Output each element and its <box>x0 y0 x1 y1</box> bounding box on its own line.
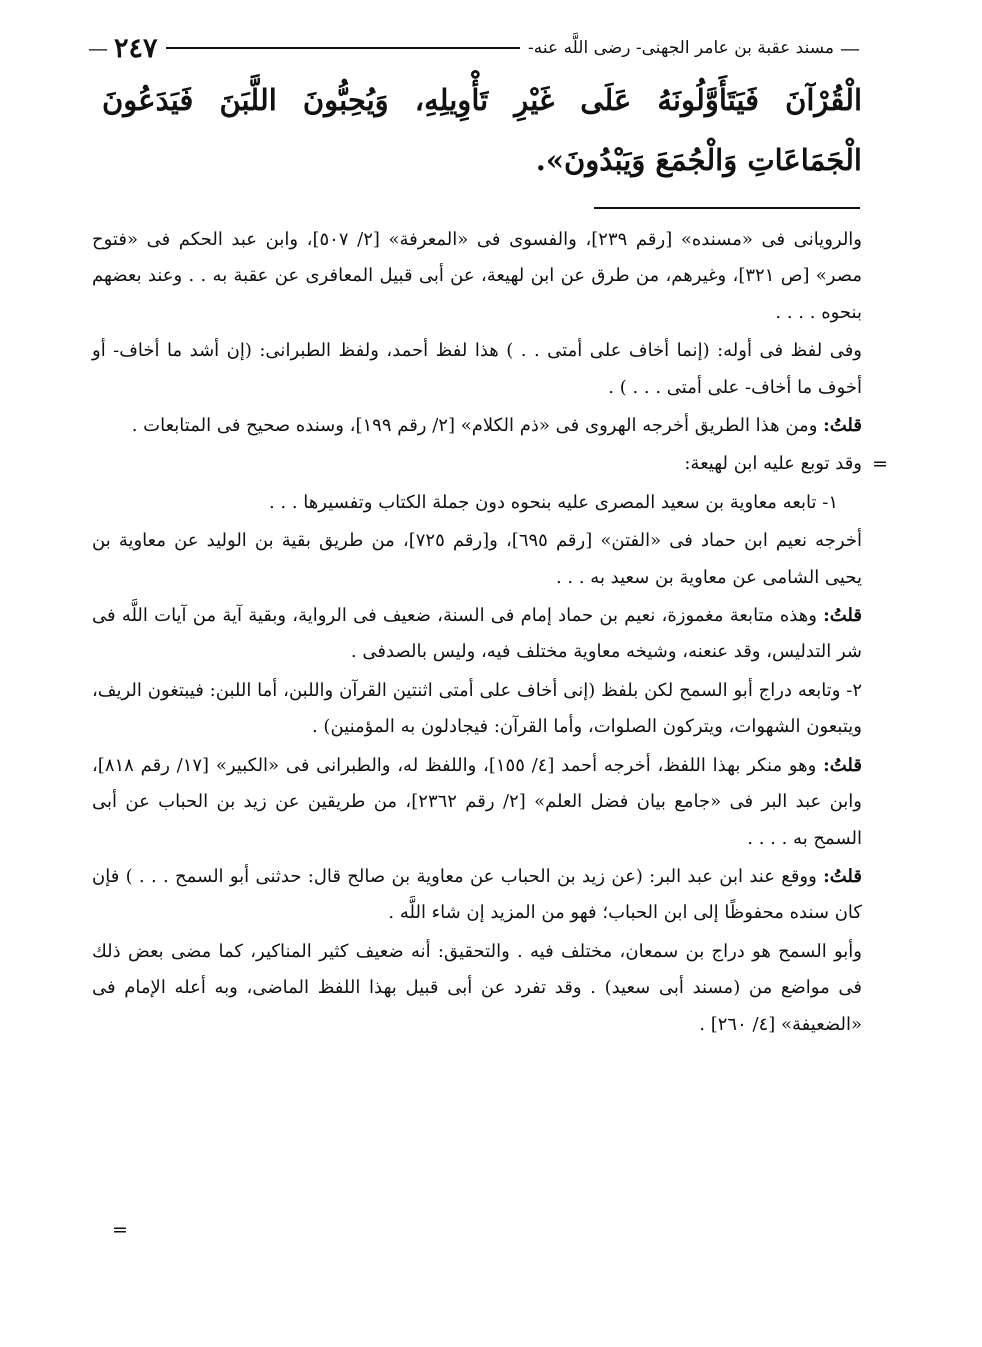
footnote-paragraph <box>92 748 862 857</box>
paragraph-text: والرويانى فى «مسنده» [رقم ٢٣٩]، والفسوى فى «المعرفة» [٢/ ٥٠٧]، وابن عبد الحكم فى «فتوح مصر» [ص ٣٢١]، وغيرهم، من طرق عن ابن لهيعة، عن أبى قبيل المعافرى عن عقبة به . . وعند بعضهم بنحوه . . . . <box>92 229 862 323</box>
footnote-paragraph <box>92 446 862 482</box>
header-rule <box>166 47 521 49</box>
header-dash-end: — <box>88 36 108 60</box>
header-dash: — <box>840 36 860 60</box>
footnote-paragraph <box>92 333 862 406</box>
footnotes <box>92 222 888 1045</box>
paragraph-text: وهو منكر بهذا اللفظ، أخرجه أحمد [٤/ ١٥٥]، واللفظ له، والطبرانى فى «الكبير» [١٧/ رقم ٨١٨]، وابن عبد البر فى «جامع بيان فضل العلم» [٢/ رقم ٢٣٦٢]، من طريقين عن زيد بن الحباب عن أبى السمح به . . . . <box>92 754 863 849</box>
running-title: مسند عقبة بن عامر الجهنى- رضى اللَّه عنه- <box>528 38 834 58</box>
footnote-paragraph <box>92 859 862 932</box>
qultu-label: قلتُ: <box>823 605 862 627</box>
paragraph-text: ومن هذا الطريق أخرجه الهروى فى «ذم الكلام» [٢/ رقم ١٩٩]، وسنده صحيح فى المتابعات . <box>131 415 824 437</box>
footnote-paragraph <box>92 222 862 331</box>
qultu-label: قلتُ: <box>823 754 862 776</box>
footnote-paragraph <box>92 408 862 444</box>
running-header <box>88 28 860 68</box>
continuation-mark: = <box>872 453 888 475</box>
footnote-paragraph <box>92 523 862 596</box>
paragraph-text: ووقع عند ابن عبد البر: (عن زيد بن الحباب عن معاوية بن صالح قال: حدثنى أبو السمح . . . ) فإن كان سنده محفوظًا إلى ابن الحباب؛ فهو من المزيد إن شاء اللَّه . <box>92 865 862 924</box>
paragraph-text: ٢- وتابعه دراج أبو السمح لكن بلفظ (إنى أخاف على أمتى اثنتين القرآن واللبن، أما اللبن: فيبتغون الريف، ويتبعون الشهوات، ويتركون الصلوات، وأما القرآن: فيجادلون به المؤمنين) . <box>92 679 862 738</box>
qultu-label: قلتُ: <box>823 415 862 437</box>
paragraph-text: ١- تابعه معاوية بن سعيد المصرى عليه بنحوه دون جملة الكتاب وتفسيرها . . . <box>268 491 838 513</box>
footnote-paragraph <box>92 598 862 671</box>
page-number: ٢٤٧ <box>114 32 158 64</box>
footnote-paragraph <box>92 673 862 746</box>
qultu-label: قلتُ: <box>823 865 862 887</box>
paragraph-text: وقد توبع عليه ابن لهيعة: <box>684 453 862 475</box>
footnote-paragraph <box>92 485 862 521</box>
paragraph-text: وأبو السمح هو دراج بن سمعان، مختلف فيه . والتحقيق: أنه ضعيف كثير المناكير، كما مضى بعض ذلك فى مواضع من (مسند أبى سعيد) . وقد تفرد عن أبى قبيل بهذا اللفظ الماضى، وبه أعله الإمام فى «الضعيفة» [٤/ ٢٦٠] . <box>92 940 862 1035</box>
main-hadith-text: الْقُرْآنَ فَيَتَأَوَّلُونَهُ عَلَى غَيْرِ تَأْوِيلِهِ، وَيُحِبُّونَ اللَّبَنَ فَيَدَعُونَ الْجَمَاعَاتِ وَالْجُمَعَ وَيَبْدُونَ». <box>102 83 862 177</box>
footnote-separator <box>594 207 860 209</box>
footnote-paragraph <box>92 934 862 1043</box>
paragraph-text: أخرجه نعيم ابن حماد فى «الفتن» [رقم ٦٩٥]، و[رقم ٧٢٥]، من طريق بقية بن الوليد عن معاوية بن يحيى الشامى عن معاوية بن سعيد به . . . <box>92 530 862 588</box>
paragraph-text: وهذه متابعة مغموزة، نعيم بن حماد إمام فى السنة، ضعيف فى الرواية، وبقية آية من آيات اللَّه فى شر التدليس، وقد عنعنه، وشيخه معاوية مختلف فيه، وليس بالصدفى . <box>92 605 862 663</box>
paragraph-text: وفى لفظ فى أوله: (إنما أخاف على أمتى . . ) هذا لفظ أحمد، ولفظ الطبرانى: (إن أشد ما أخاف- أو أخوف ما أخاف- على أمتى . . . ) . <box>92 340 862 398</box>
end-continuation-mark: = <box>112 1219 128 1241</box>
